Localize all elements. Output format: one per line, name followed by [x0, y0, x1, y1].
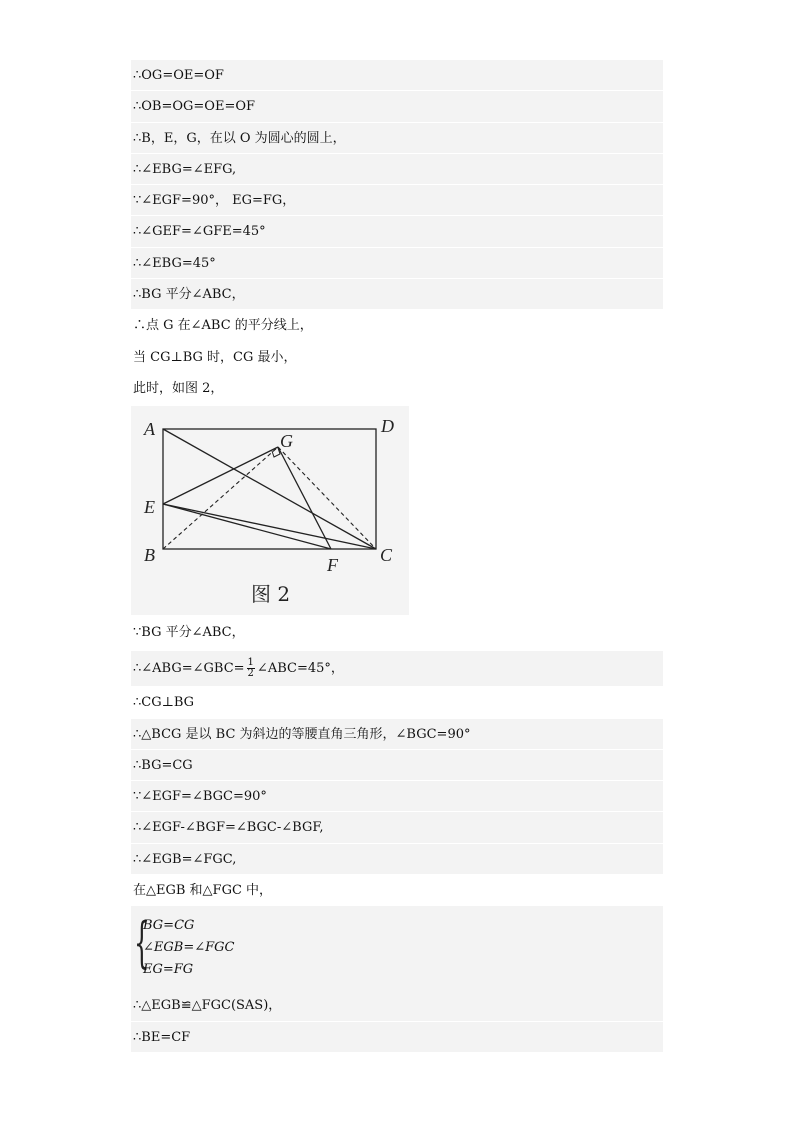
- brace-symbol: {: [134, 911, 150, 975]
- segment-ef: [163, 504, 331, 549]
- proof-line: ∴△BCG 是以 BC 为斜边的等腰直角三角形，∠BGC=90°: [131, 719, 663, 750]
- label-b: B: [144, 545, 155, 566]
- fraction-denominator: 2: [247, 668, 254, 680]
- proof-line: ∴∠GEF=∠GFE=45°: [131, 216, 663, 247]
- proof-line: ∴△EGB≌△FGC(SAS)，: [131, 990, 663, 1021]
- label-a: A: [144, 419, 155, 440]
- fraction-suffix: ∠ABC=45°，: [256, 661, 344, 677]
- geometry-figure: [131, 406, 409, 615]
- proof-line: ∴BE=CF: [131, 1022, 663, 1053]
- proof-line: ∴CG⊥BG: [131, 687, 663, 718]
- proof-line: ∴BG 平分∠ABC，: [131, 279, 663, 310]
- fraction-prefix: ∴∠ABG=∠GBC=: [133, 661, 245, 677]
- figure-caption: 图 2: [251, 582, 291, 607]
- fraction-numerator: 1: [247, 657, 254, 669]
- segment-ac: [163, 429, 376, 549]
- proof-line: ∴∠EBG=∠EFG,: [131, 154, 663, 185]
- geometry-diagram: [131, 406, 409, 615]
- label-g: G: [280, 431, 293, 452]
- segment-ec: [163, 504, 376, 549]
- proof-line: ∴∠EBG=45°: [131, 248, 663, 279]
- label-f: F: [327, 555, 338, 576]
- proof-line: ∴∠EGF-∠BGF=∠BGC-∠BGF,: [131, 812, 663, 843]
- segment-bg-dashed: [163, 447, 278, 549]
- proof-line: ∴∠EGB=∠FGC,: [131, 844, 663, 875]
- proof-line: 此时，如图 2，: [131, 373, 663, 404]
- proof-line: ∵BG 平分∠ABC，: [131, 615, 663, 651]
- label-c: C: [380, 545, 393, 566]
- segment-eg: [163, 447, 278, 504]
- segment-gc-dashed: [278, 447, 376, 549]
- label-e: E: [144, 497, 155, 518]
- system-row: BG=CG: [143, 918, 195, 934]
- solution-document: [131, 60, 663, 1053]
- system-row: EG=FG: [143, 962, 194, 978]
- proof-line: ∴OB=OG=OE=OF: [131, 91, 663, 122]
- proof-line: ∵∠EGF=∠BGC=90°: [131, 781, 663, 812]
- system-row: ∠EGB=∠FGC: [143, 940, 235, 956]
- proof-line: ∴B，E，G，在以 O 为圆心的圆上，: [131, 123, 663, 154]
- proof-line: 当 CG⊥BG 时，CG 最小，: [131, 342, 663, 373]
- proof-lines-end: [131, 990, 663, 1053]
- proof-line: ∴BG=CG: [131, 750, 663, 781]
- proof-lines-top: [131, 60, 663, 404]
- proof-line-fraction: [131, 651, 663, 687]
- label-d: D: [381, 416, 394, 437]
- proof-line: ∴OG=OE=OF: [131, 60, 663, 91]
- proof-line: ∴点 G 在∠ABC 的平分线上，: [131, 310, 663, 341]
- fraction-half: [247, 658, 255, 679]
- proof-lines-bottom: [131, 687, 663, 906]
- equation-system: [131, 906, 663, 990]
- proof-line: 在△EGB 和△FGC 中，: [131, 875, 663, 906]
- proof-line: ∵∠EGF=90°， EG=FG，: [131, 185, 663, 216]
